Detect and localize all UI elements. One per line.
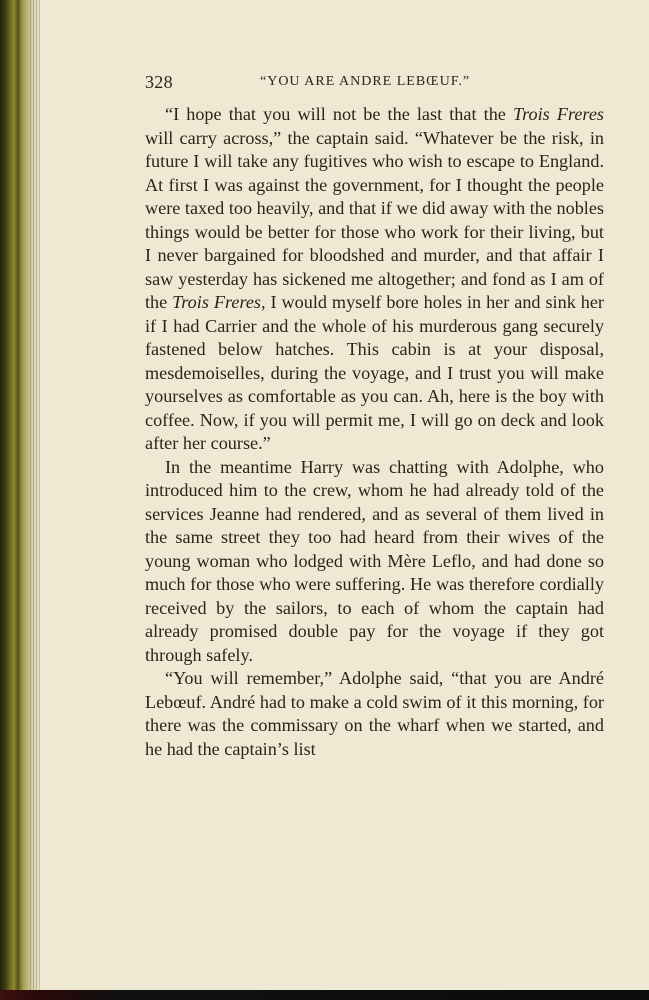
page-edges [30,0,40,1000]
ship-name-italic-2: Trois Freres, [172,292,266,312]
paragraph-1-text-c: I would myself bore holes in her and sink her if I had Carrier and the whole of his murderous gang securely fastened below hatches. This cabin is at your disposal, mesdemoiselles, during the voyage, and I trust you will make yourselves as comfortable as you can. Ah, here is the boy with coffee. Now, if you will permit me, I will go on deck and look after her course.” [145,292,604,453]
paragraph-1 [145,103,604,456]
bottom-edge-shadow [0,990,649,1000]
paragraph-3: “You will remember,” Adolphe said, “that you are André Lebœuf. André had to make a cold swim of it this morning, for there was the commissary on the wharf when we started, and he had the captain’s list [145,668,604,759]
running-head: “YOU ARE ANDRE LEBŒUF.” [260,74,471,89]
page-header [145,72,605,96]
paragraph-1-text-a: “I hope that you will not be the last that the [165,104,513,124]
body-text [145,103,604,761]
page-number: 328 [145,72,173,92]
paragraph-2: In the meantime Harry was chatting with Adolphe, who introduced him to the crew, whom he had already told of the services Jeanne had rendered, and as several of them lived in the same street they too had heard from their wives of the young woman who lodged with Mère Leflo, and had done so much for those who were suffering. He was therefore cordially received by the sailors, to each of whom the captain had already promised double pay for the voyage if they got through safely. [145,456,604,665]
paragraph-1-text-b: will carry across,” the captain said. “Whatever be the risk, in future I will take any fugitives who wish to escape to England. At first I was against the government, for I thought the people were taxed too heavily, and that if we did away with the nobles things would be better for those who work for their living, but I never bargained for bloodshed and murder, and that affair I saw yesterday has sickened me altogether; and fond as I am of the [145,127,604,312]
ship-name-italic: Trois Freres [512,104,604,124]
